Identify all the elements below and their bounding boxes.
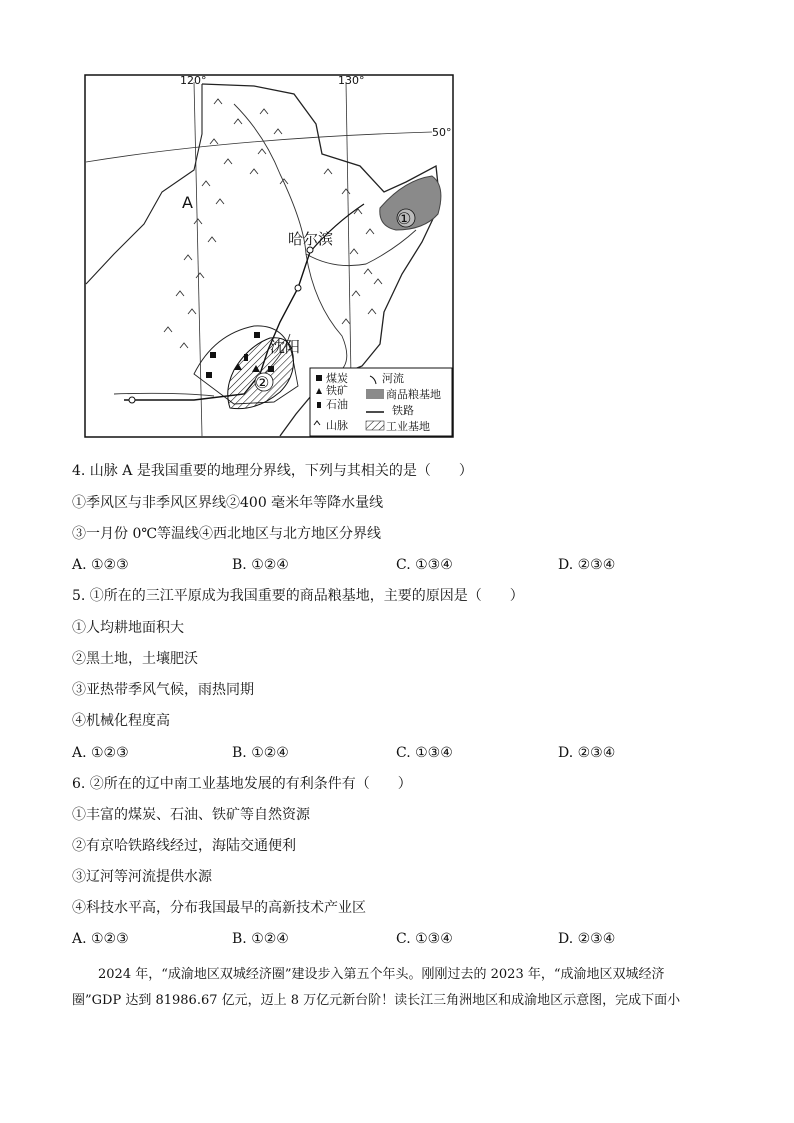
passage-line-2: 圈”GDP 达到 81986.67 亿元，迈上 8 万亿元新台阶！读长江三角洲地区和成渝地区示意图，完成下面小 (72, 993, 681, 1008)
mountain-a-label: A (182, 193, 193, 212)
question-4-option-a[interactable]: A. ①②③ (72, 557, 129, 573)
question-5-item: ②黑土地，土壤肥沃 (72, 651, 198, 667)
lon-120-label: 120° (180, 74, 207, 87)
question-6-option-d[interactable]: D. ②③④ (558, 931, 616, 947)
question-6-option-a[interactable]: A. ①②③ (72, 931, 129, 947)
question-5-item: ③亚热带季风气候，雨热同期 (72, 682, 254, 698)
lon-130-label: 130° (338, 74, 365, 87)
northeast-china-map (84, 74, 454, 438)
question-5-option-a[interactable]: A. ①②③ (72, 745, 129, 761)
passage-line-1: 2024 年，“成渝地区双城经济圈”建设步入第五个年头。刚刚过去的 2023 年，“成渝地区双城经济 (98, 967, 665, 982)
question-4-item: ①季风区与非季风区界线②400 毫米年等降水量线 (72, 495, 384, 511)
legend-coal: 煤炭 (326, 372, 348, 385)
legend-oil: 石油 (326, 398, 348, 411)
grain-base-legend-icon (366, 389, 384, 399)
question-5-option-c[interactable]: C. ①③④ (396, 745, 453, 761)
city-dot (295, 285, 301, 291)
question-4-item: ③一月份 0℃等温线④西北地区与北方地区分界线 (72, 526, 382, 542)
question-6-option-c[interactable]: C. ①③④ (396, 931, 453, 947)
harbin-label: 哈尔滨 (288, 230, 334, 248)
industrial-legend-icon (366, 421, 384, 430)
map-legend (310, 368, 452, 436)
coal-legend-icon (316, 375, 322, 381)
question-6-item: ④科技水平高，分布我国最早的高新技术产业区 (72, 900, 366, 916)
question-5-item: ④机械化程度高 (72, 713, 170, 729)
legend-railway: 铁路 (392, 404, 414, 417)
question-6-option-b[interactable]: B. ①②④ (232, 931, 289, 947)
legend-river: 河流 (382, 372, 404, 385)
legend-grain-base: 商品粮基地 (386, 388, 441, 401)
question-4-option-d[interactable]: D. ②③④ (558, 557, 616, 573)
lat-50-label: 50° (432, 126, 452, 139)
question-4-stem: 4. 山脉 A 是我国重要的地理分界线，下列与其相关的是（ ） (72, 463, 473, 479)
oil-symbols (244, 354, 248, 361)
legend-mountain: 山脉 (326, 419, 348, 432)
question-5-item: ①人均耕地面积大 (72, 620, 184, 636)
city-dot (129, 397, 135, 403)
question-6-item: ②有京哈铁路线经过，海陆交通便利 (72, 838, 296, 854)
question-6-item: ①丰富的煤炭、石油、铁矿等自然资源 (72, 807, 310, 823)
question-5-option-d[interactable]: D. ②③④ (558, 745, 616, 761)
question-5-option-b[interactable]: B. ①②④ (232, 745, 289, 761)
question-6-stem: 6. ②所在的辽中南工业基地发展的有利条件有（ ） (72, 776, 412, 792)
oil-legend-icon (317, 402, 321, 408)
shenyang-label: 沈阳 (270, 338, 301, 356)
passage (72, 962, 722, 1014)
question-6-item: ③辽河等河流提供水源 (72, 869, 212, 885)
question-5-stem: 5. ①所在的三江平原成为我国重要的商品粮基地，主要的原因是（ ） (72, 588, 524, 604)
legend-industrial-base: 工业基地 (386, 420, 430, 433)
marker-1-label: ① (397, 209, 412, 228)
marker-2-label: ② (255, 373, 270, 392)
legend-iron: 铁矿 (326, 384, 348, 397)
question-4-option-b[interactable]: B. ①②④ (232, 557, 289, 573)
question-4-option-c[interactable]: C. ①③④ (396, 557, 453, 573)
